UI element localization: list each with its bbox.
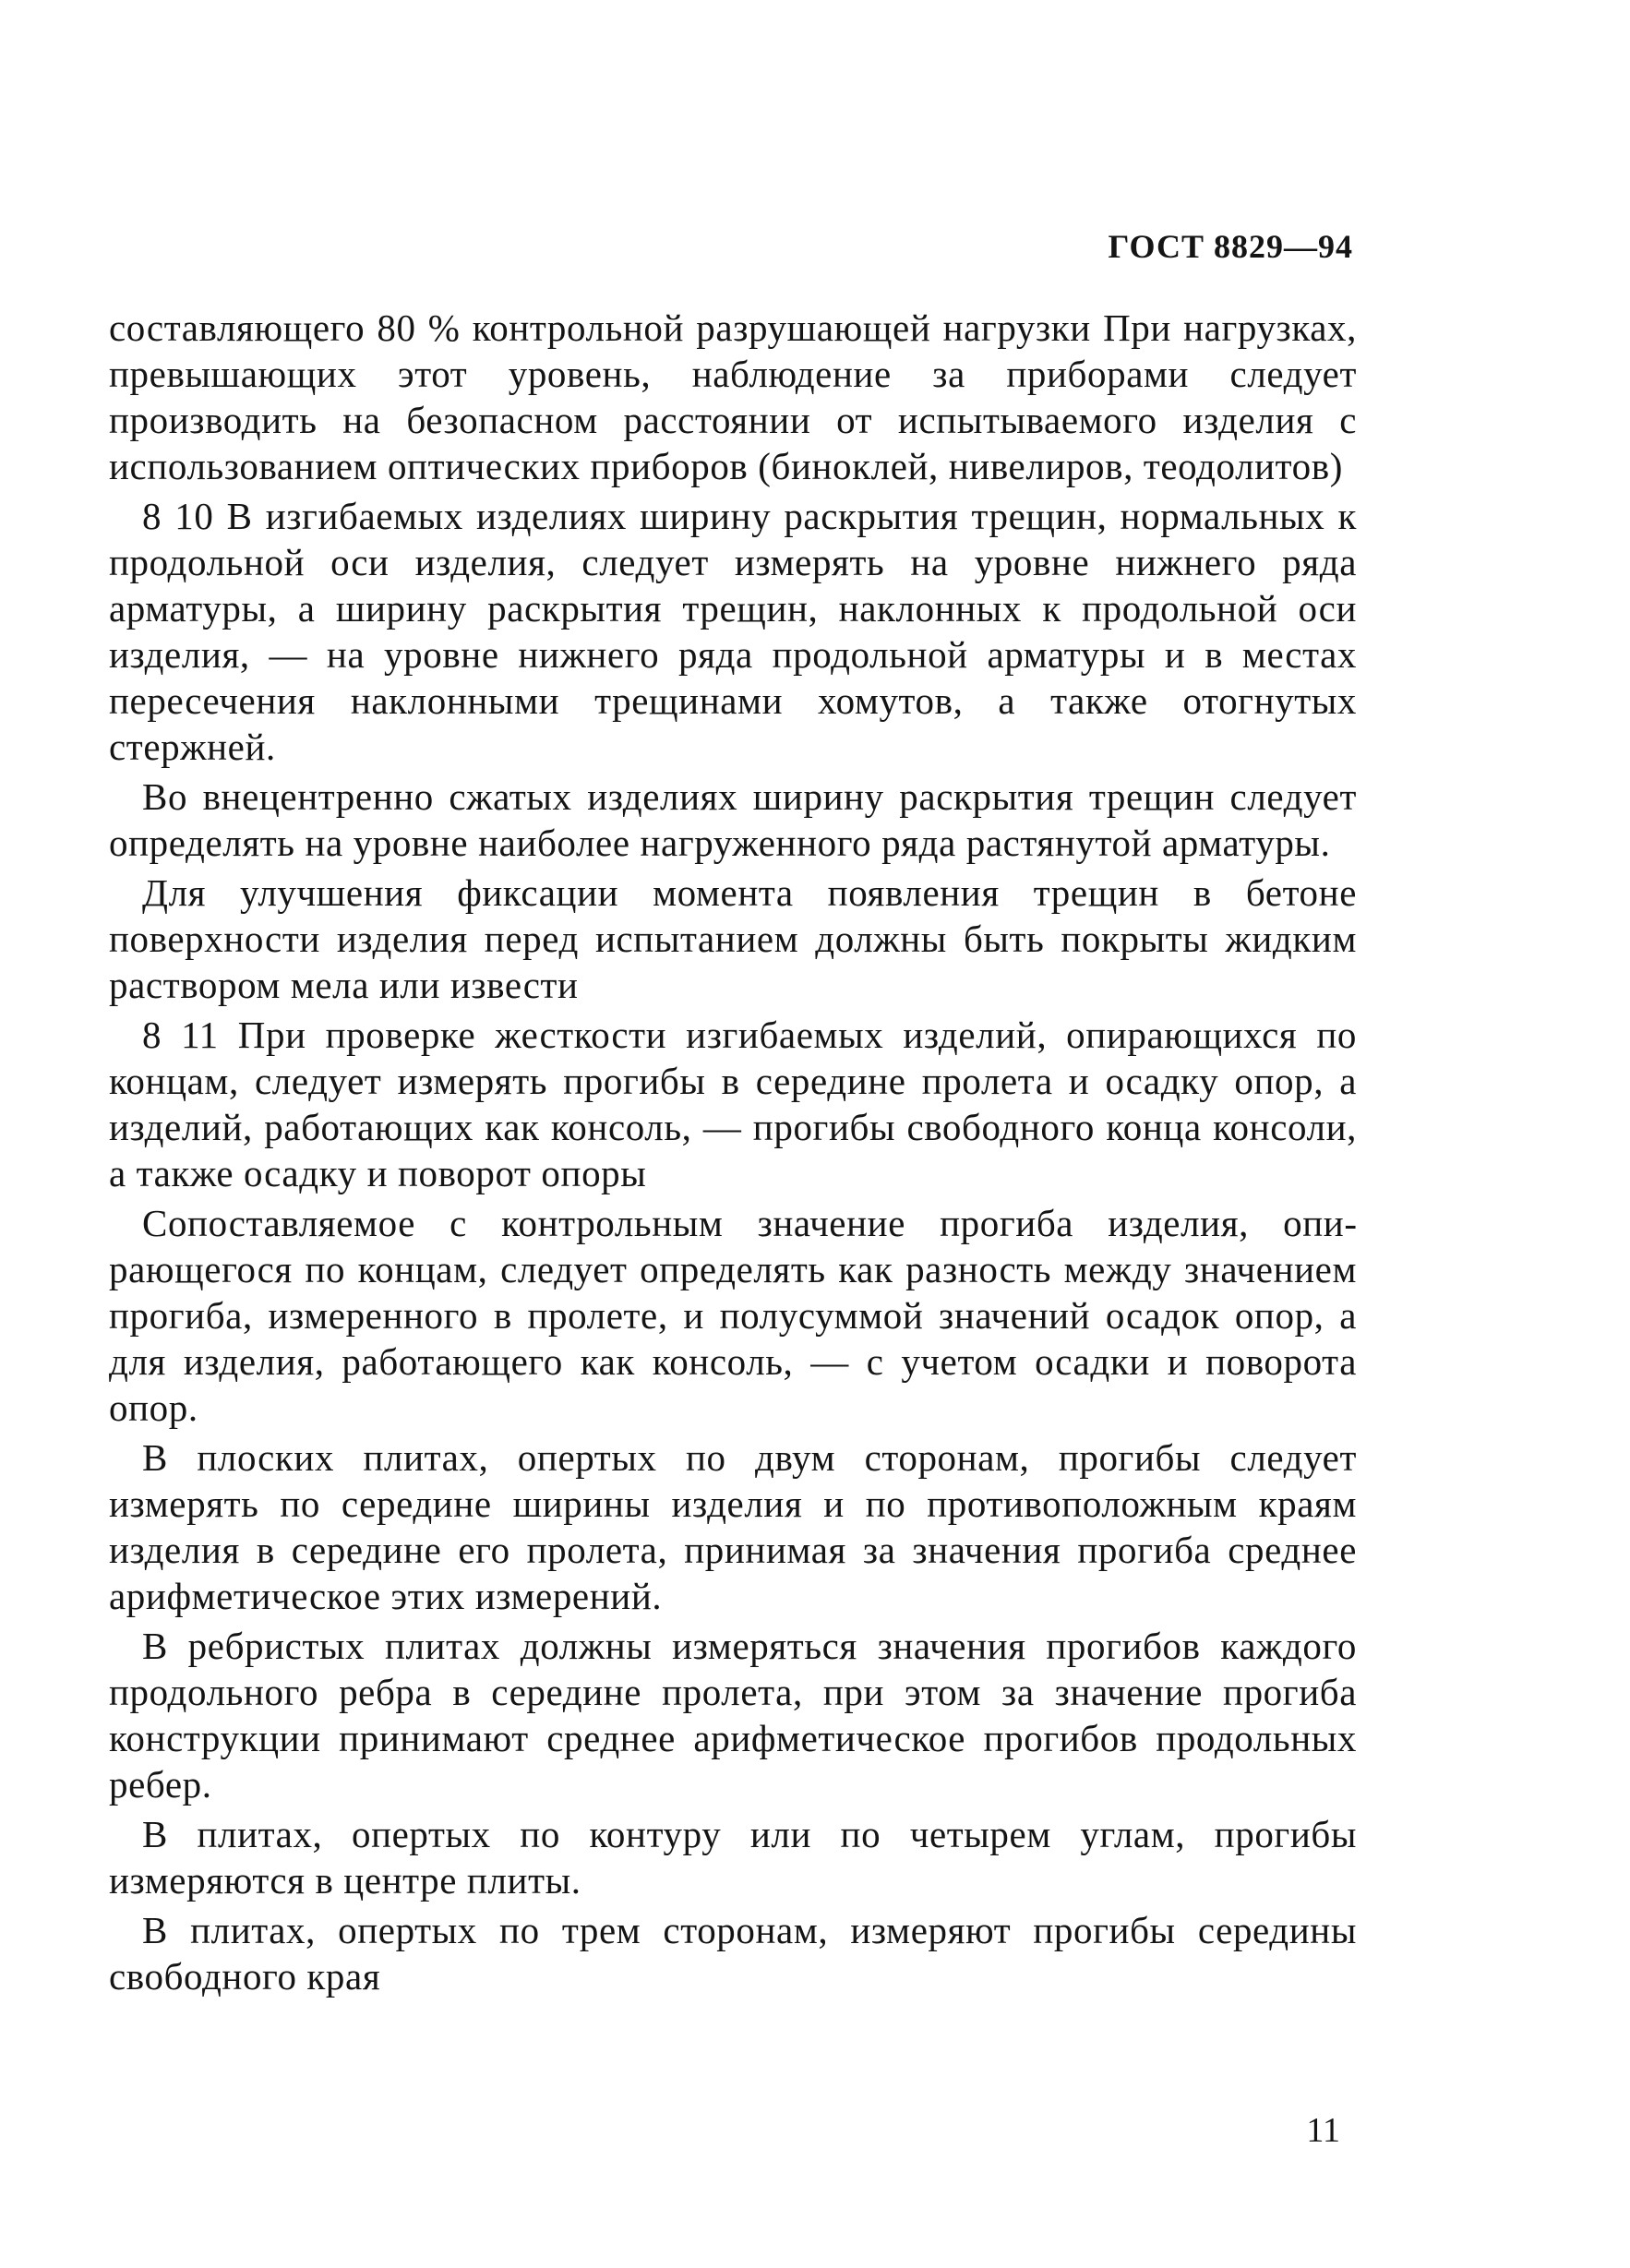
- paragraph: В плитах, опертых по контуру или по четырем углам, прогибы измеряются в центре плиты.: [109, 1813, 1357, 1902]
- document-code-header: ГОСТ 8829—94: [1108, 228, 1353, 265]
- page-number: 11: [1306, 2111, 1340, 2150]
- paragraph-continuation: составляющего 80 % контрольной разрушающей нагрузки При нагрузках, превышающих этот уровень, наблюдение за приборами следует производить на безопасном расстоянии от испытываемого изделия с использованием оптических приборов (биноклей, нивелиров, теодолитов): [109, 306, 1357, 487]
- paragraph: В плитах, опертых по трем сторонам, измеряют прогибы середины свободного края: [109, 1909, 1357, 1998]
- paragraph: Для улучшения фиксации момента появления трещин в бетоне поверхности изделия перед испытанием должны быть покрыты жидким раствором мела или извести: [109, 871, 1357, 1006]
- paragraph: В плоских плитах, опертых по двум сторонам, прогибы следует измерять по середине ширины изделия и по противоположным краям изделия в середине его пролета, принимая за значения прогиба среднее арифметическое этих измерений.: [109, 1436, 1357, 1617]
- paragraph-8-11: 8 11 При проверке жесткости изгибаемых изделий, опирающихся по концам, следует измерять прогибы в середине пролета и осадку опор, а изделий, работающих как консоль, — прогибы свободного конца консоли, а также осадку и поворот опоры: [109, 1014, 1357, 1194]
- body-text: [109, 305, 1357, 2003]
- paragraph: В ребристых плитах должны измеряться значения прогибов каждого продольного ребра в середине пролета, при этом за значение прогиба конструкции принимают среднее арифметическое прогибов продольных ребер.: [109, 1625, 1357, 1806]
- paragraph-8-10: 8 10 В изгибаемых изделиях ширину раскрытия трещин, нормальных к продольной оси изделия, следует измерять на уровне нижнего ряда арматуры, а ширину раскрытия трещин, наклонных к продольной оси изделия, — на уровне нижнего ряда продольной арматуры и в местах пересечения наклонными трещинами хомутов, а также отогнутых стержней.: [109, 495, 1357, 768]
- paragraph: Во внецентренно сжатых изделиях ширину раскрытия трещин следует определять на уровне наиболее нагруженного ряда растянутой арматуры.: [109, 775, 1357, 864]
- paragraph: Сопоставляемое с контрольным значение прогиба изделия, опирающегося по концам, следует определять как разность между значением прогиба, измеренного в пролете, и полусуммой значений осадок опор, а для изделия, работающего как консоль, — с учетом осадки и поворота опор.: [109, 1202, 1357, 1429]
